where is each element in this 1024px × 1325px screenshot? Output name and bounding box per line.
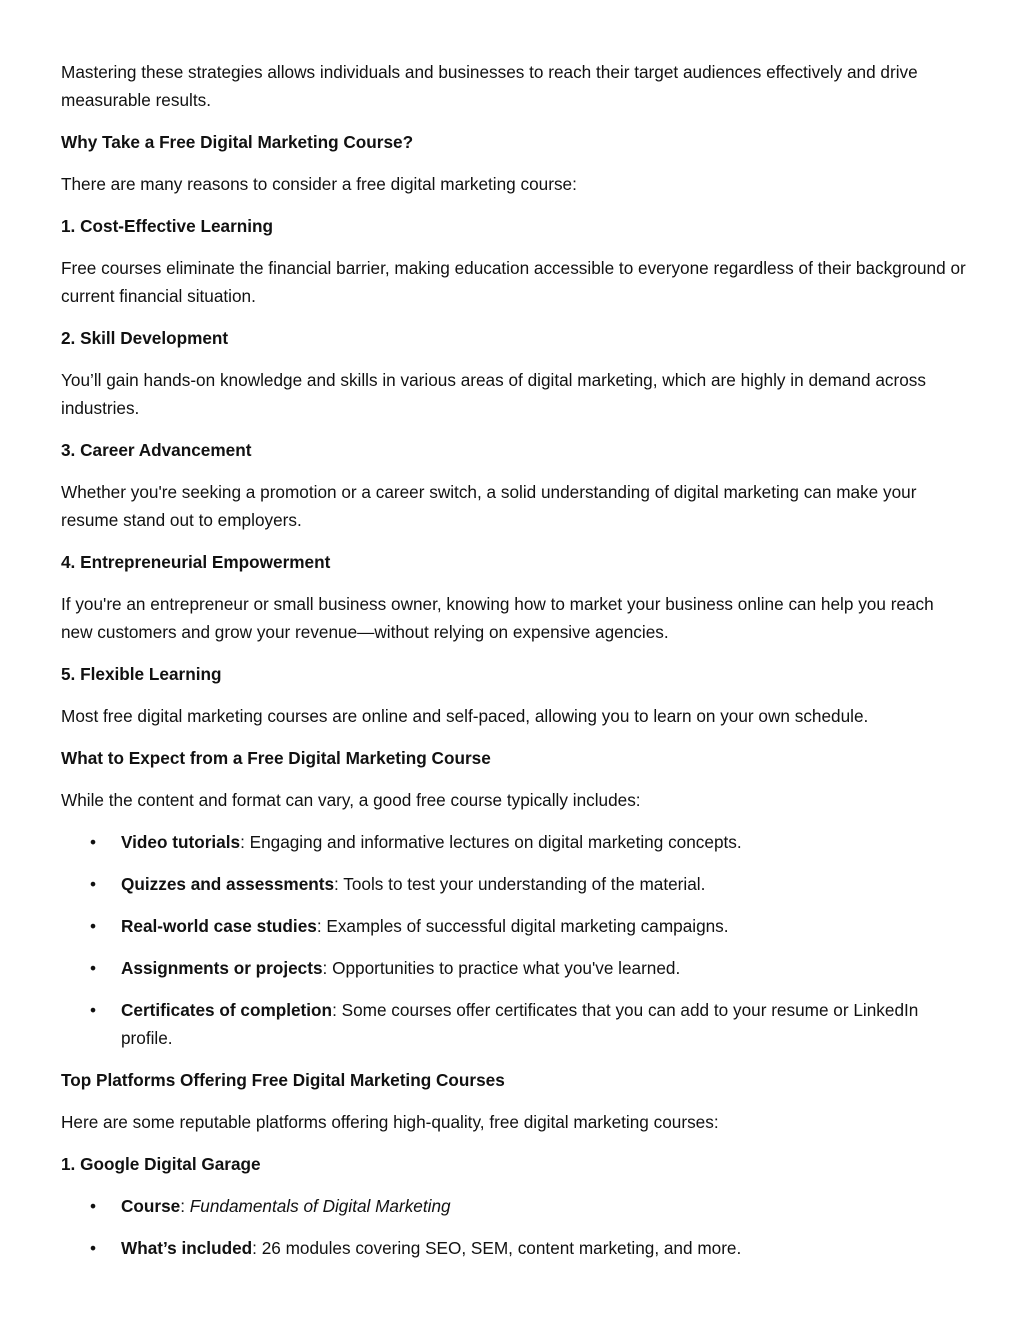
list-item-sep: : [180,1196,190,1216]
list-item-term: Course [121,1196,181,1216]
list-item [61,954,966,982]
list-item-desc: : Tools to test your understanding of the material. [334,874,706,894]
list-item [61,1192,966,1220]
expect-heading: What to Expect from a Free Digital Marketing Course [61,748,491,768]
list-item [61,828,966,856]
list-item-desc: : 26 modules covering SEO, SEM, content marketing, and more. [252,1238,742,1258]
list-item-desc: : Examples of successful digital marketing campaigns. [316,916,729,936]
expect-list [61,828,966,1052]
list-item-desc: : Engaging and informative lectures on digital marketing concepts. [240,832,742,852]
reason-4-title: 4. Entrepreneurial Empowerment [61,552,331,572]
course-name: Fundamentals of Digital Marketing [189,1196,451,1216]
google-title: 1. Google Digital Garage [61,1154,261,1174]
list-item-term: Assignments or projects [121,958,323,978]
bullet: • [90,916,97,936]
why-lead: There are many reasons to consider a free digital marketing course: [61,174,577,194]
list-item-term: Real-world case studies [121,916,317,936]
bullet: • [90,832,97,852]
list-item [61,996,966,1052]
reason-2-body: You’ll gain hands-on knowledge and skills in various areas of digital marketing, which are highly in demand across industries. [61,370,926,418]
bullet: • [90,958,97,978]
bullet: • [90,1196,97,1216]
reason-1-body: Free courses eliminate the financial barrier, making education accessible to everyone regardless of their background or current financial situation. [61,258,966,306]
list-item-term: Certificates of completion [121,1000,333,1020]
expect-lead: While the content and format can vary, a good free course typically includes: [61,790,641,810]
reason-4-body: If you're an entrepreneur or small business owner, knowing how to market your business online can help you reach new customers and grow your revenue—without relying on expensive agencies. [61,594,934,642]
reason-1-title: 1. Cost-Effective Learning [61,216,274,236]
reason-5-title: 5. Flexible Learning [61,664,222,684]
list-item-desc: : Opportunities to practice what you've learned. [322,958,681,978]
why-heading: Why Take a Free Digital Marketing Course? [61,132,414,152]
platforms-lead: Here are some reputable platforms offering high-quality, free digital marketing courses: [61,1112,719,1132]
google-list [61,1192,966,1262]
intro-paragraph: Mastering these strategies allows individuals and businesses to reach their target audiences effectively and drive measurable results. [61,62,918,110]
list-item [61,1234,966,1262]
reason-3-body: Whether you're seeking a promotion or a career switch, a solid understanding of digital marketing can make your resume stand out to employers. [61,482,917,530]
platforms-heading: Top Platforms Offering Free Digital Marketing Courses [61,1070,505,1090]
reason-2-title: 2. Skill Development [61,328,229,348]
reason-3-title: 3. Career Advancement [61,440,252,460]
list-item-desc: : Some courses offer certificates that you can add to your resume or LinkedIn profile. [121,1000,919,1048]
list-item [61,870,966,898]
list-item-term: Video tutorials [121,832,241,852]
list-item-term: What’s included [121,1238,253,1258]
list-item [61,912,966,940]
bullet: • [90,1238,97,1258]
bullet: • [90,1000,97,1020]
document-page [61,58,966,1276]
reason-5-body: Most free digital marketing courses are online and self-paced, allowing you to learn on your own schedule. [61,706,869,726]
list-item-term: Quizzes and assessments [121,874,335,894]
bullet: • [90,874,97,894]
